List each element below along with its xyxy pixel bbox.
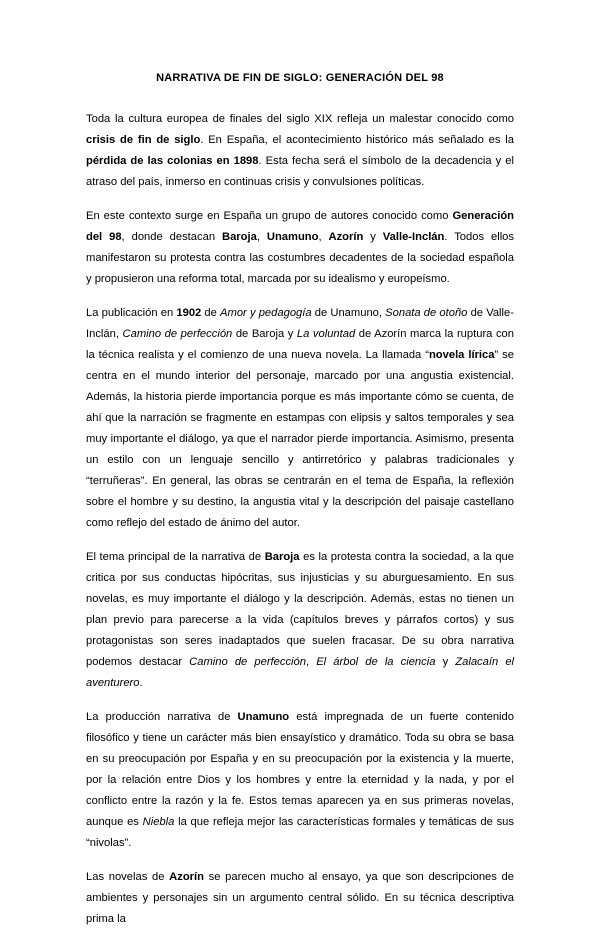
bold-text: Generación del 98 <box>86 210 514 243</box>
italic-text: Niebla <box>142 816 175 828</box>
bold-text: Unamuno <box>266 231 319 243</box>
text-run: . En España, el acontecimiento histórico más señalado es la <box>200 134 514 146</box>
italic-text: Amor y pedagogía <box>220 307 312 319</box>
italic-text: El árbol de la ciencia <box>316 656 436 668</box>
bold-text: Unamuno <box>237 711 290 723</box>
text-run: de Valle-Inclán, <box>86 307 514 340</box>
text-run: La producción narrativa de <box>86 711 238 723</box>
italic-text: Camino de perfección <box>189 656 306 668</box>
italic-text: Zalacaín el aventurero <box>86 656 515 689</box>
bold-text: Baroja <box>221 231 257 243</box>
text-run: Toda la cultura europea de finales del siglo XIX refleja un malestar conocido como <box>86 113 514 125</box>
text-run: , donde destacan <box>121 231 222 243</box>
text-run: . Esta fecha será el símbolo de la decadencia y el atraso del país, inmerso en continuas crisis y convulsiones políticas. <box>86 155 514 188</box>
paragraph <box>86 707 514 854</box>
bold-text: Baroja <box>264 551 300 563</box>
bold-text: Valle-Inclán <box>382 231 445 243</box>
text-run: , <box>318 231 329 243</box>
bold-text: 1902 <box>176 307 202 319</box>
text-run: Las novelas de <box>86 871 170 883</box>
bold-text: Azorín <box>328 231 364 243</box>
text-run: , <box>256 231 267 243</box>
paragraph <box>86 206 514 290</box>
text-run: de Azorín marca la ruptura con la técnica realista y el comienzo de una nueva novela. La llamada “ <box>86 328 514 361</box>
text-run: es la protesta contra la sociedad, a la que critica por sus conductas hipócritas, sus injusticias y su aburguesamiento. En sus novelas, es muy importante el diálogo y la descripción. Además, estas no tienen un plan previo para parecerse a la vida (capítulos breves y párrafos cortos) y sus protagonistas son seres inadaptados que suelen fracasar. De su obra narrativa podemos destacar <box>86 551 514 668</box>
italic-text: Camino de perfección <box>122 328 233 340</box>
text-run: En este contexto surge en España un grupo de autores conocido como <box>86 210 453 222</box>
paragraph <box>86 109 514 193</box>
text-run: El tema principal de la narrativa de <box>86 551 265 563</box>
text-run: de Baroja y <box>232 328 297 340</box>
text-run: La publicación en <box>86 307 177 319</box>
text-run: está impregnada de un fuerte contenido filosófico y tiene un carácter más bien ensayístico y dramático. Toda su obra se basa en su preocupación por España y en su preocupación por la existencia y la muerte, por la relación entre Dios y los hombres y entre la eternidad y la nada, y por el conflicto entre la razón y la fe. Estos temas aparecen ya en sus primeras novelas, aunque es <box>86 711 514 828</box>
text-run: y <box>363 231 383 243</box>
text-run: . <box>139 677 143 689</box>
text-run: de <box>201 307 221 319</box>
paragraph <box>86 303 514 534</box>
bold-text: novela lírica <box>428 349 495 361</box>
italic-text: Sonata de otoño <box>385 307 468 319</box>
paragraph <box>86 547 514 694</box>
text-run: . Todos ellos manifestaron su protesta contra las costumbres decadentes de la sociedad española y propusieron una reforma total, marcada por su idealismo y europeísmo. <box>86 231 515 285</box>
italic-text: La voluntad <box>296 328 356 340</box>
paragraph <box>86 867 514 930</box>
bold-text: crisis de fin de siglo <box>86 134 201 146</box>
text-run: ” se centra en el mundo interior del personaje, marcado por una angustia existencial. Además, la historia pierde importancia porque es más importante cómo se cuenta, de ahí que la narración se fragmente en estampas con elipsis y saltos temporales y sea muy importante el diálogo, ya que el narrador pierde importancia. Asimismo, presenta un estilo con un lenguaje sencillo y antirretórico y palabras tradicionales y “terruñeras”. En general, las obras se centrarán en el tema de España, la reflexión sobre el hombre y su destino, la angustia vital y la descripción del paisaje castellano como reflejo del estado de ánimo del autor. <box>86 349 514 529</box>
document-title: NARRATIVA DE FIN DE SIGLO: GENERACIÓN DEL 98 <box>156 72 444 84</box>
text-run: se parecen mucho al ensayo, ya que son descripciones de ambientes y personajes sin un argumento central sólido. En su técnica descriptiva prima la <box>86 871 514 925</box>
document-body <box>86 109 514 930</box>
text-run: , <box>306 656 317 668</box>
text-run: la que refleja mejor las características formales y temáticas de sus “nivolas”. <box>86 816 514 849</box>
text-run: y <box>435 656 456 668</box>
text-run: de Unamuno, <box>311 307 386 319</box>
bold-text: pérdida de las colonias en 1898 <box>86 155 259 167</box>
bold-text: Azorín <box>169 871 204 883</box>
